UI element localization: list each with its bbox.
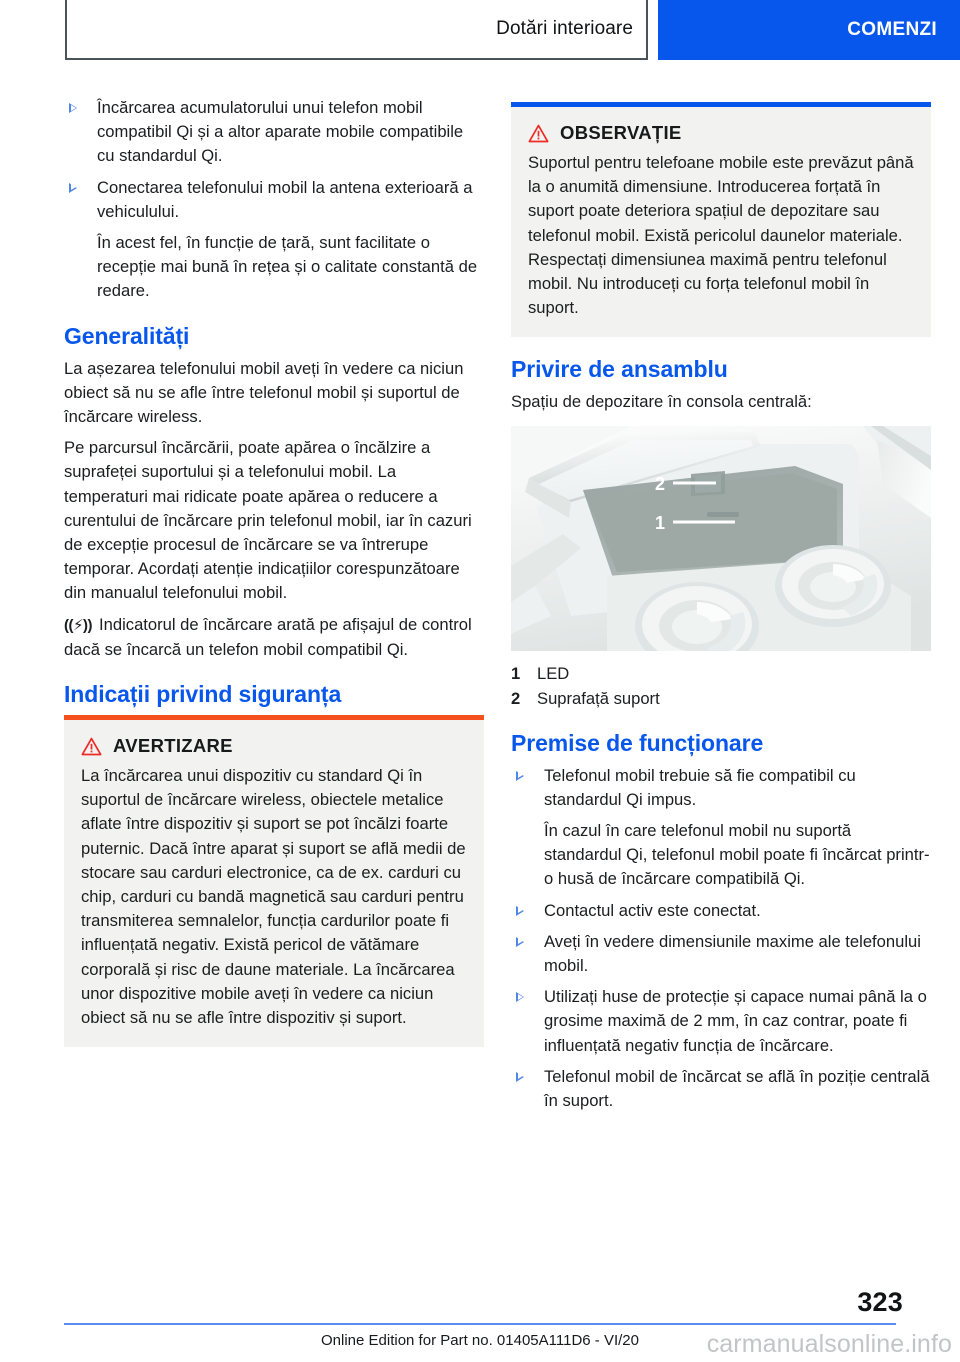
list-item-label: Telefonul mobil de încărcat se află în poziție centrală în suport. bbox=[544, 1066, 930, 1111]
list-item bbox=[64, 176, 484, 224]
triangle-bullet-icon bbox=[516, 906, 524, 916]
observation-notice-body: Suportul pentru telefoane mobile este prevăzut până la o anumită dimensiune. Introducerea forțată în suport poate deteriora spațiul de depozitare sau telefonul mobil. Există pericolul daunelor materiale. Respectați dimensiunea maximă pentru telefonul mobil. Nu introduceți cu forța telefonul mobil în suport. bbox=[528, 153, 914, 318]
triangle-bullet-icon bbox=[69, 103, 77, 113]
warning-notice-box bbox=[64, 715, 484, 1047]
list-item-label: Încărcarea acumulatorului unui telefon mobil compatibil Qi și a altor aparate mobile compatibile cu standardul Qi. bbox=[97, 98, 464, 166]
figure-caption: Spațiu de depozitare în consola centrală: bbox=[511, 392, 812, 412]
header-section-label: COMENZI bbox=[847, 19, 937, 40]
watermark: carmanualsonline.info bbox=[706, 1330, 952, 1358]
callout-2-label: 2 bbox=[655, 473, 666, 494]
warning-triangle-icon bbox=[81, 737, 102, 756]
center-console-illustration bbox=[511, 426, 931, 651]
triangle-bullet-icon bbox=[516, 937, 524, 947]
list-item-label: Telefonul mobil trebuie să fie compatibil cu standardul Qi impus. bbox=[544, 765, 856, 809]
list-item bbox=[511, 985, 931, 1058]
list-item bbox=[511, 899, 931, 923]
header-chapter-label: Dotări interioare bbox=[496, 18, 633, 39]
list-item bbox=[64, 96, 484, 169]
footer-divider bbox=[64, 1323, 896, 1325]
legend-row bbox=[511, 686, 931, 711]
heading-generalitati: Generalități bbox=[64, 322, 190, 349]
warning-triangle-icon bbox=[528, 124, 549, 143]
triangle-bullet-icon bbox=[516, 771, 524, 781]
legend-row bbox=[511, 661, 931, 686]
list-item-label: Utilizați huse de protecție și capace numai până la o grosime maximă de 2 mm, în caz contrar, poate fi influențată negativ funcția de încărcare. bbox=[544, 987, 927, 1055]
heading-indicatii-siguranta: Indicații privind siguranța bbox=[64, 681, 342, 708]
triangle-bullet-icon bbox=[69, 183, 77, 193]
heading-premise-functionare: Premise de funcționare bbox=[511, 729, 764, 756]
observation-notice-box bbox=[511, 102, 931, 337]
warning-notice-title: AVERTIZARE bbox=[113, 735, 233, 757]
heading-privire-ansamblu: Privire de ansamblu bbox=[511, 356, 728, 383]
premise-bullet-list-2 bbox=[511, 899, 931, 1114]
page-header bbox=[0, 0, 960, 62]
intro-bullet-list bbox=[64, 96, 484, 224]
list-item bbox=[511, 1065, 931, 1113]
generalitati-paragraph-2: Pe parcursul încărcării, poate apărea o încălzire a suprafeței suportului și a telefonului mobil. La temperaturi mai ridicate poate apărea o reducere a curentului de încărcare prin telefonul mobil, iar în cazuri de excepție procesul de încărcare se va întrerupe temporar. Acordați atenție indicațiilor corespunzătoare din manualul telefonului mobil. bbox=[64, 438, 472, 603]
legend-label: Suprafață suport bbox=[537, 688, 660, 708]
legend-label: LED bbox=[537, 663, 570, 683]
charging-indicator-text: Indicatorul de încărcare arată pe afișajul de control dacă se încarcă un telefon mobil compatibil Qi. bbox=[64, 614, 472, 659]
page-number: 323 bbox=[857, 1287, 903, 1317]
list-item bbox=[511, 764, 931, 812]
list-item-label: Aveți în vedere dimensiunile maxime ale telefonului mobil. bbox=[544, 931, 921, 976]
triangle-bullet-icon bbox=[516, 992, 524, 1002]
list-item bbox=[511, 930, 931, 978]
header-chapter-tab[interactable] bbox=[65, 0, 648, 60]
list-item-label: Contactul activ este conectat. bbox=[544, 900, 761, 920]
edition-note: Online Edition for Part no. 01405A111D6 - VI/20 bbox=[321, 1332, 639, 1349]
triangle-bullet-icon bbox=[516, 1072, 524, 1082]
intro-sub-paragraph: În acest fel, în funcție de țară, sunt facilitate o recepție mai bună în rețea și o calitate constantă de redare. bbox=[97, 233, 478, 301]
center-console-storage-figure bbox=[511, 426, 931, 651]
left-column bbox=[64, 96, 484, 1053]
legend-number: 1 bbox=[511, 663, 521, 683]
header-section-tab[interactable] bbox=[658, 0, 960, 60]
right-column bbox=[511, 96, 931, 1120]
callout-1-label: 1 bbox=[655, 512, 666, 533]
generalitati-paragraph-1: La așezarea telefonului mobil aveți în vedere ca niciun obiect să nu se afle între telefonul mobil și suportul de încărcare wireless. bbox=[64, 358, 464, 427]
charging-indicator-paragraph bbox=[64, 613, 484, 662]
premise-sub-paragraph: În cazul în care telefonul mobil nu suportă standardul Qi, telefonul mobil poate fi încărcat printr-o husă de încărcare compatibilă Qi. bbox=[544, 821, 930, 889]
warning-notice-header bbox=[81, 735, 467, 757]
observation-notice-title: OBSERVAȚIE bbox=[560, 122, 682, 143]
premise-bullet-list bbox=[511, 764, 931, 812]
observation-notice-header bbox=[528, 122, 914, 144]
warning-notice-body: La încărcarea unui dispozitiv cu standard Qi în suportul de încărcare wireless, obiectele metalice aflate între dispozitiv și suport se pot încălzi foarte puternic. Dacă între aparat și suport se află medii de stocare sau carduri electronice, ca de ex. carduri cu chip, carduri cu bandă magnetică sau carduri pentru transmiterea semnalelor, funcția cardurilor poate fi influențată negativ. Există pericol de vătămare corporală și risc de daune materiale. La încărcarea unor dispozitive mobile aveți în vedere ca niciun obiect să nu se afle între dispozitiv și suport. bbox=[81, 766, 466, 1028]
charging-indicator-icon: ((⚡)) bbox=[64, 616, 93, 634]
list-item-label: Conectarea telefonului mobil la antena exterioară a vehiculului. bbox=[97, 177, 473, 221]
legend-number: 2 bbox=[511, 688, 521, 708]
